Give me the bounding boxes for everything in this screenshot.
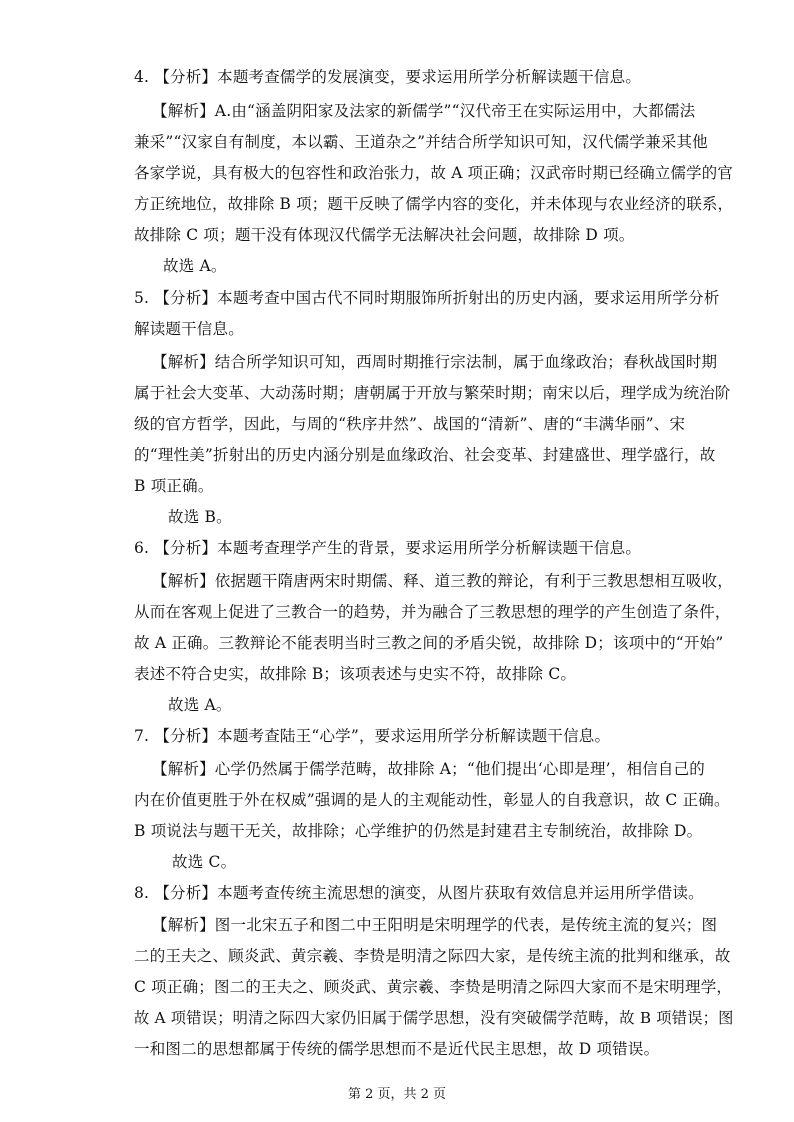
q4-analysis-line: 故排除 C 项；题干没有体现汉代儒学无法解决社会问题，故排除 D 项。 bbox=[134, 226, 635, 244]
page-footer: 第 2 页，共 2 页 bbox=[347, 1087, 447, 1102]
q6-analysis-line: 从而在客观上促进了三教合一的趋势，并为融合了三教思想的理学的产生创造了条件， bbox=[134, 603, 731, 621]
q7-answer: 故选 C。 bbox=[172, 853, 237, 871]
q5-analysis-line: 属于社会大变革、大动荡时期；唐朝属于开放与繁荣时期；南宋以后，理学成为统治阶 bbox=[134, 384, 731, 402]
q4-analysis-line: 【解析】A.由“涵盖阴阳家及法家的新儒学”“汉代帝王在实际运用中，大都儒法 bbox=[152, 102, 696, 120]
q4-analysis-line: 方正统地位，故排除 B 项；题干反映了儒学内容的变化，并未体现与农业经济的联系， bbox=[134, 195, 734, 213]
q7-analysis-line: B 项说法与题干无关，故排除；心学维护的仍然是封建君主专制统治，故排除 D。 bbox=[134, 822, 703, 840]
q7-analysis-line: 内在价值更胜于外在权威”强调的是人的主观能动性，彰显人的自我意识，故 C 正确。 bbox=[134, 791, 730, 809]
q4-analysis-line: 兼采”“汉家自有制度，本以霸、王道杂之”并结合所学知识可知，汉代儒学兼采其他 bbox=[134, 133, 708, 151]
q5-analysis-line: 级的官方哲学，因此，与周的“秩序井然”、战国的“清新”、唐的“丰满华丽”、宋 bbox=[134, 415, 686, 433]
q6-analysis-line: 表述不符合史实，故排除 B；该项表述与史实不符，故排除 C。 bbox=[134, 665, 577, 683]
q6-analysis-line: 故 A 正确。三教辩论不能表明当时三教之间的矛盾尖锐，故排除 D；该项中的“开始” bbox=[134, 634, 724, 652]
q5-heading-continued: 解读题干信息。 bbox=[134, 320, 244, 338]
q8-analysis-line: 【解析】图一北宋五子和图二中王阳明是宋明理学的代表，是传统主流的复兴；图 bbox=[152, 916, 718, 934]
q8-analysis-line: C 项正确；图二的王夫之、顾炎武、黄宗羲、李贽是明清之际四大家而不是宋明理学， bbox=[134, 978, 733, 996]
q7-analysis-line: 【解析】心学仍然属于儒学范畴，故排除 A；“他们提出‘心即是理’，相信自己的 bbox=[152, 760, 706, 778]
q8-analysis-line: 故 A 项错误；明清之际四大家仍旧属于儒学思想，没有突破儒学范畴，故 B 项错误；图 bbox=[134, 1009, 734, 1027]
q4-analysis-line: 各家学说，具有极大的包容性和政治张力，故 A 项正确；汉武帝时期已经确立儒学的官 bbox=[134, 164, 733, 182]
q8-analysis-line: 一和图二的思想都属于传统的儒学思想而不是近代民主思想，故 D 项错误。 bbox=[134, 1040, 660, 1058]
q6-analysis-line: 【解析】依据题干隋唐两宋时期儒、释、道三教的辩论，有利于三教思想相互吸收， bbox=[152, 572, 733, 590]
q5-analysis-line: 的“理性美”折射出的历史内涵分别是血缘政治、社会变革、封建盛世、理学盛行，故 bbox=[134, 446, 716, 464]
q4-heading: 4. 【分析】本题考查儒学的发展演变，要求运用所学分析解读题干信息。 bbox=[134, 68, 642, 86]
q4-answer: 故选 A。 bbox=[163, 257, 227, 275]
q5-heading: 5. 【分析】本题考查中国古代不同时期服饰所折射出的历史内涵，要求运用所学分析 bbox=[134, 289, 720, 307]
q6-answer: 故选 A。 bbox=[168, 696, 232, 714]
q7-heading: 7. 【分析】本题考查陆王“心学”，要求运用所学分析解读题干信息。 bbox=[134, 727, 611, 745]
q5-analysis-line: 【解析】结合所学知识可知，西周时期推行宗法制，属于血缘政治；春秋战国时期 bbox=[152, 353, 718, 371]
q8-heading: 8. 【分析】本题考查传统主流思想的演变，从图片获取有效信息并运用所学借读。 bbox=[134, 884, 704, 902]
q5-answer: 故选 B。 bbox=[168, 508, 232, 526]
q5-analysis-line: B 项正确。 bbox=[134, 477, 214, 495]
q8-analysis-line: 二的王夫之、顾炎武、黄宗羲、李贽是明清之际四大家，是传统主流的批判和继承，故 bbox=[134, 947, 731, 965]
q6-heading: 6. 【分析】本题考查理学产生的背景，要求运用所学分析解读题干信息。 bbox=[134, 539, 642, 557]
